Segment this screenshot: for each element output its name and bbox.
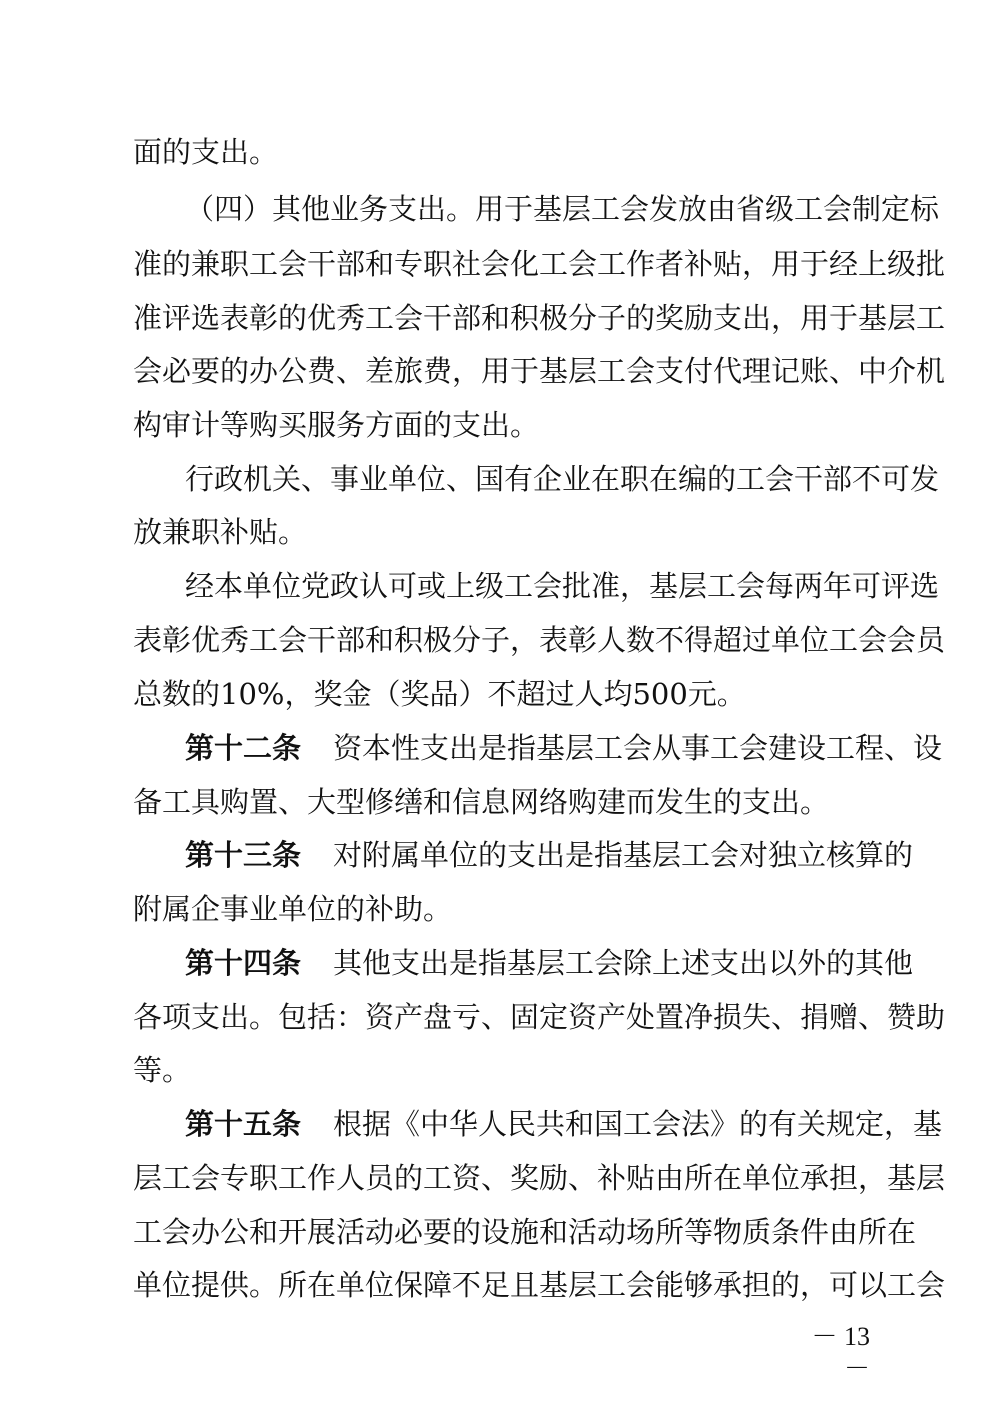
text-line: 准评选表彰的优秀工会干部和积极分子的奖励支出，用于基层工 [133, 301, 946, 335]
article-text: 根据《中华人民共和国工会法》的有关规定，基 [333, 1107, 943, 1141]
article-heading: 第十四条 [185, 946, 302, 980]
text-line: 放兼职补贴。 [133, 515, 308, 549]
text-line: 各项支出。包括：资产盘亏、固定资产处置净损失、捐赠、赞助 [133, 1000, 946, 1034]
article-text: 对附属单位的支出是指基层工会对独立核算的 [333, 838, 914, 872]
text-line: 等。 [133, 1053, 192, 1087]
text-line: 工会办公和开展活动必要的设施和活动场所等物质条件由所在 [133, 1215, 917, 1249]
article-paragraph-14 [185, 943, 914, 983]
text-line: 准的兼职工会干部和专职社会化工会工作者补贴，用于经上级批 [133, 247, 946, 281]
text-line: 层工会专职工作人员的工资、奖励、补贴由所在单位承担，基层 [133, 1161, 946, 1195]
text-line: 行政机关、事业单位、国有企业在职在编的工会干部不可发 [185, 462, 940, 496]
article-heading: 第十二条 [185, 731, 302, 765]
article-heading: 第十五条 [185, 1107, 302, 1141]
article-heading: 第十三条 [185, 838, 302, 872]
article-paragraph-13 [185, 835, 914, 875]
text-line: 单位提供。所在单位保障不足且基层工会能够承担的，可以工会 [133, 1268, 946, 1302]
page-number: － 13 － [811, 1322, 870, 1383]
text-line: 附属企事业单位的补助。 [133, 892, 453, 926]
text-line: 会必要的办公费、差旅费，用于基层工会支付代理记账、中介机 [133, 354, 946, 388]
text-line: 备工具购置、大型修缮和信息网络购建而发生的支出。 [133, 785, 830, 819]
text-line: 经本单位党政认可或上级工会批准，基层工会每两年可评选 [185, 569, 940, 603]
text-line: （四）其他业务支出。用于基层工会发放由省级工会制定标 [185, 192, 940, 226]
text-line: 总数的10%，奖金（奖品）不超过人均500元。 [133, 677, 746, 711]
article-paragraph-12 [185, 728, 943, 768]
text-line: 面的支出。 [133, 135, 279, 169]
text-line: 构审计等购买服务方面的支出。 [133, 408, 540, 442]
article-paragraph-15 [185, 1104, 943, 1144]
article-text: 资本性支出是指基层工会从事工会建设工程、设 [333, 731, 943, 765]
article-text: 其他支出是指基层工会除上述支出以外的其他 [333, 946, 914, 980]
text-line: 表彰优秀工会干部和积极分子，表彰人数不得超过单位工会会员 [133, 623, 946, 657]
